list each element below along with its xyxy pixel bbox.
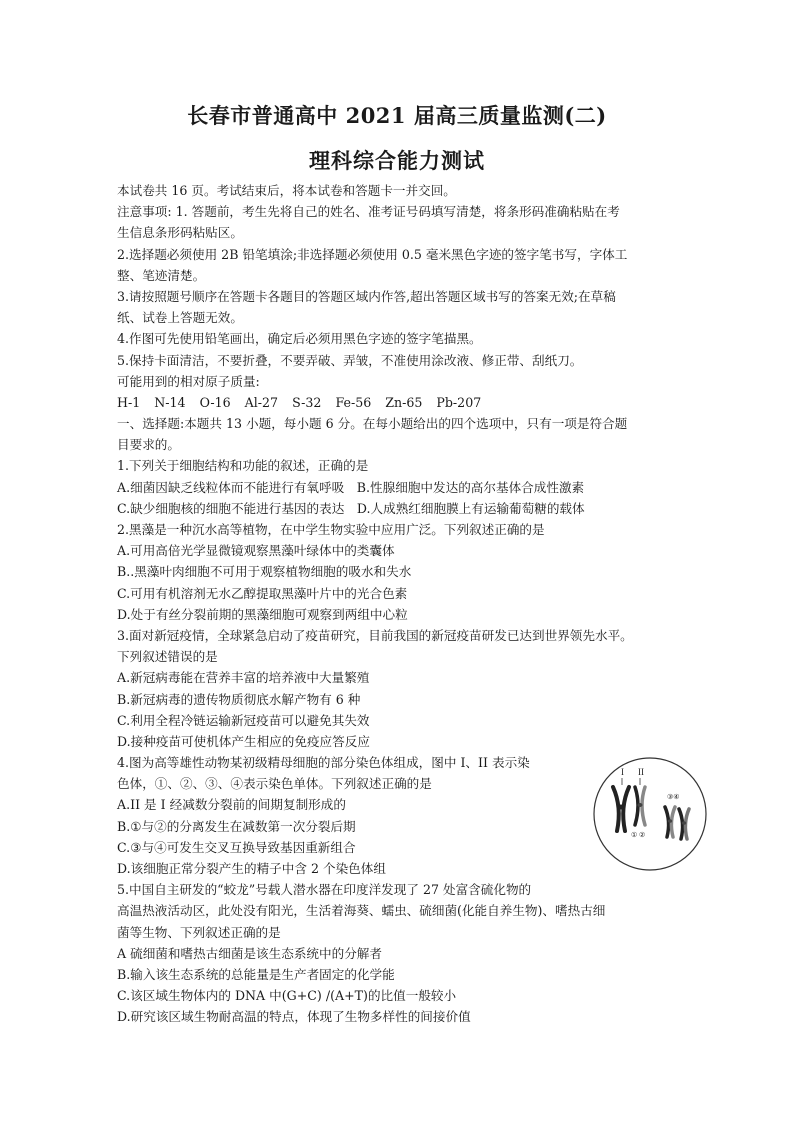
question-3-option-c: C.利用全程冷链运输新冠疫苗可以避免其失效: [117, 712, 370, 728]
atomic-mass-list: [117, 392, 687, 413]
question-4-option-b: B.①与②的分离发生在减数第一次分裂后期: [117, 818, 356, 834]
question-5-stem: 5.中国自主研发的“蛟龙”号载人潜水器在印度洋发现了 27 处富含硫化物的: [117, 882, 532, 898]
instruction-line: 3.请按照题号顺序在答题卡各题目的答题区域内作答,超出答题区域书写的答案无效;在草稿: [117, 288, 616, 304]
figure-label-i: I: [621, 767, 624, 777]
instruction-line: 生信息条形码粘贴区。: [117, 225, 243, 241]
chromosome-ii: [635, 787, 645, 825]
question-3-option-d: D.接种疫苗可使机体产生相应的免疫应答反应: [117, 733, 370, 749]
question-4-option-d: D.该细胞正常分裂产生的精子中含 2 个染色体组: [117, 861, 386, 876]
section-heading: 目要求的。: [117, 437, 180, 453]
question-3-option-b: B.新冠病毒的遗传物质彻底水解产物有 6 种: [117, 691, 361, 707]
instruction-line: 4.作图可先使用铅笔画出，确定后必须用黑色字迹的签字笔描黑。: [117, 331, 482, 347]
figure-label-ii: II: [638, 767, 644, 777]
atomic-mass-label: 可能用到的相对原子质量:: [117, 373, 260, 389]
exam-body: [117, 180, 687, 1028]
question-1-stem: 1.下列关于细胞结构和功能的叙述，正确的是: [117, 458, 369, 474]
exam-subtitle: 理科综合能力测试: [309, 148, 485, 173]
question-2-option-c: C.可用有机溶剂无水乙醇提取黑藻叶片中的光合色素: [117, 585, 408, 601]
question-3-option-a: A.新冠病毒能在营养丰富的培养液中大量繁殖: [117, 670, 370, 686]
atomic-mass-item: O-16: [199, 394, 231, 410]
chromosome-figure: [591, 755, 709, 873]
chromosome-pair-34: [665, 807, 689, 839]
section-heading: 一、选择题:本题共 13 小题，每小题 6 分。在每小题给出的四个选项中，只有一项是符合题: [117, 416, 628, 432]
instruction-line: 5.保持卡面清洁，不要折叠，不要弄破、弄皱，不准使用涂改液、修正带、刮纸刀。: [117, 352, 583, 368]
atomic-mass-item: Pb-207: [436, 394, 482, 410]
question-1-options: A.细菌因缺乏线粒体而不能进行有氧呼吸 B.性腺细胞中发达的高尔基体合成性激素: [117, 479, 585, 495]
figure-label-34: ③④: [667, 793, 680, 801]
instruction-line: 注意事项: 1. 答题前，考生先将自己的姓名、准考证号码填写清楚，将条形码准确粘贴在考: [117, 204, 620, 220]
question-5-option-a: A 硫细菌和嗜热古细菌是该生态系统中的分解者: [117, 945, 382, 961]
question-3-stem: 3.面对新冠疫情，全球紧急启动了疫苗研究，目前我国的新冠疫苗研发已达到世界领先水平。: [117, 627, 633, 643]
instruction-line: 本试卷共 16 页。考试结束后，将本试卷和答题卡一并交回。: [117, 183, 456, 198]
exam-title: 长春市普通高中 2021 届高三质量监测(二): [187, 103, 607, 128]
chromosome-i: [613, 787, 629, 831]
question-4-stem: 色体，①、②、③、④表示染色单体。下列叙述正确的是: [117, 776, 432, 792]
question-3-stem: 下列叙述错误的是: [117, 649, 218, 665]
question-4-stem: 4.图为高等雄性动物某初级精母细胞的部分染色体组成，图中 I、II 表示染: [117, 755, 530, 771]
question-5-option-c: C.该区域生物体内的 DNA 中(G+C) /(A+T)的比值一般较小: [117, 988, 457, 1004]
atomic-mass-item: Zn-65: [385, 394, 423, 410]
atomic-mass-item: Al-27: [244, 394, 279, 410]
cell-outline: [594, 758, 706, 870]
question-2-option-d: D.处于有丝分裂前期的黑藻细胞可观察到两组中心粒: [117, 606, 408, 622]
question-4-option-c: C.③与④可发生交叉互换导致基因重新组合: [117, 839, 356, 855]
instruction-line: 2.选择题必须使用 2B 铅笔填涂;非选择题必须使用 0.5 毫米黑色字迹的签字笔书写，字体工: [117, 246, 628, 262]
question-2-option-a: A.可用高倍光学显微镜观察黑藻叶绿体中的类囊体: [117, 543, 395, 559]
question-4-option-a: A.II 是 I 经减数分裂前的间期复制形成的: [117, 797, 346, 813]
atomic-mass-item: Fe-56: [335, 394, 372, 410]
question-5-stem: 高温热液活动区，此处没有阳光，生活着海葵、蠕虫、硫细菌(化能自养生物)、嗜热古细: [117, 903, 606, 919]
atomic-mass-item: S-32: [292, 394, 322, 410]
question-2-option-b: B..黑藻叶肉细胞不可用于观察植物细胞的吸水和失水: [117, 564, 412, 580]
atomic-mass-item: N-14: [154, 394, 186, 410]
question-5-option-d: D.研究该区域生物耐高温的特点，体现了生物多样性的间接价值: [117, 1009, 471, 1025]
question-5-stem: 菌等生物、下列叙述正确的是: [117, 924, 281, 940]
question-2-stem: 2.黑藻是一种沉水高等植物，在中学生物实验中应用广泛。下列叙述正确的是: [117, 522, 545, 537]
instruction-line: 整、笔迹清楚。: [117, 267, 206, 283]
atomic-mass-item: H-1: [117, 394, 141, 410]
instruction-line: 纸、试卷上答题无效。: [117, 310, 243, 326]
figure-label-12: ① ②: [631, 831, 646, 839]
question-1-options: C.缺少细胞核的细胞不能进行基因的表达 D.人成熟红细胞膜上有运输葡萄糖的载体: [117, 500, 585, 516]
question-5-option-b: B.输入该生态系统的总能量是生产者固定的化学能: [117, 966, 395, 982]
